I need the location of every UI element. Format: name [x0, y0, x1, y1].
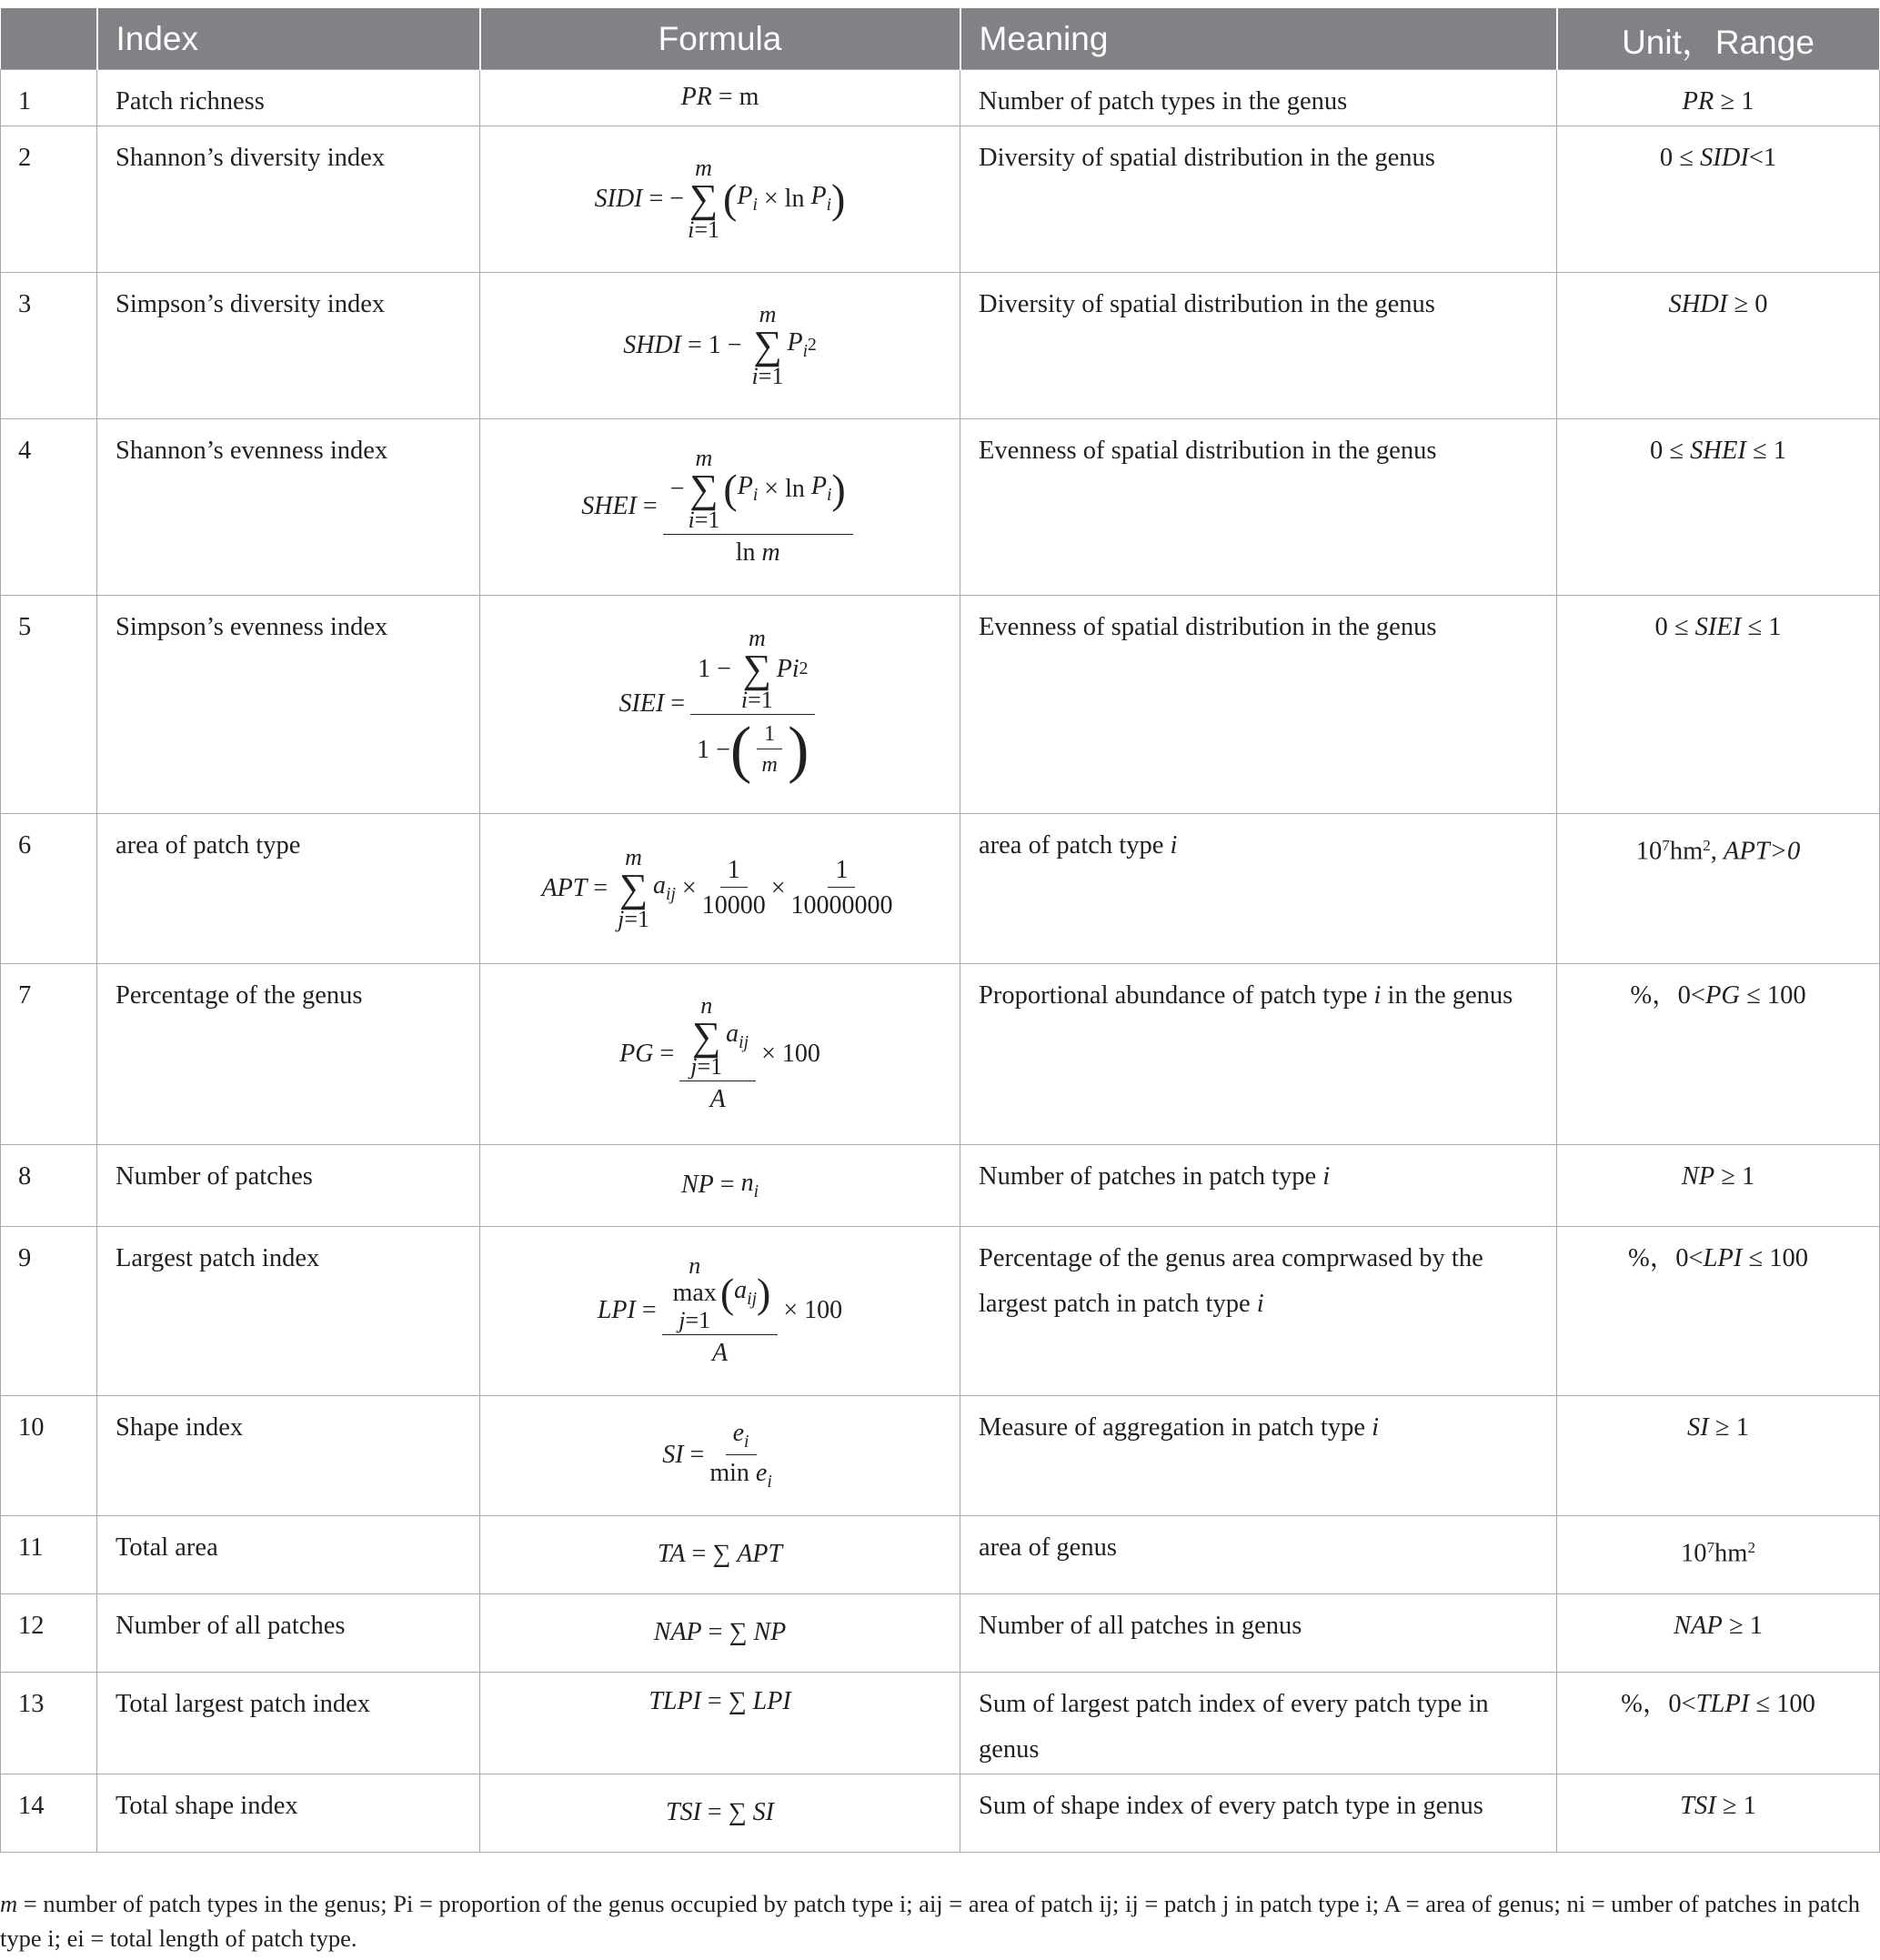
unit-range: PR ≥ 1 [1557, 70, 1880, 126]
row-number: 12 [1, 1594, 97, 1673]
formula: SIEI = 1 − m ∑ i=1 Pi 2 1 − ( $\frac{1}{m}$ ) [480, 596, 960, 814]
index-name: Number of all patches [97, 1594, 480, 1673]
meaning: Sum of largest patch index of every patch type in genus [960, 1673, 1557, 1774]
table-footnote [0, 1886, 1865, 1955]
unit-range: 0 ≤ SIDI<1 [1557, 126, 1880, 273]
meaning: Number of patches in patch type i [960, 1145, 1557, 1227]
unit-range: $10^7hm^2$, APT>0 [1557, 814, 1880, 964]
meaning: Sum of shape index of every patch type in genus [960, 1774, 1557, 1853]
table-row [1, 1516, 1880, 1594]
row-number: 1 [1, 70, 97, 126]
footnote-text: = number of patch types in the genus; Pi = proportion of the genus occupied by patch type i; aij = area of patch ij; ij = patch j in patch type i; A = area of genus; ni = umber of patches in patch type i; ei = total length of patch type. [0, 1890, 1860, 1952]
unit-range: NP ≥ 1 [1557, 1145, 1880, 1227]
formula: PR = m [480, 70, 960, 126]
index-name: Number of patches [97, 1145, 480, 1227]
index-name: Total largest patch index [97, 1673, 480, 1774]
index-name: Simpson’s evenness index [97, 596, 480, 814]
header-row [1, 8, 1880, 70]
table-row [1, 596, 1880, 814]
meaning: Number of all patches in genus [960, 1594, 1557, 1673]
row-number: 2 [1, 126, 97, 273]
row-number: 14 [1, 1774, 97, 1853]
unit-range: SHDI ≥ 0 [1557, 273, 1880, 419]
table-row [1, 273, 1880, 419]
header-index: Index [97, 8, 480, 70]
index-name: area of patch type [97, 814, 480, 964]
formula: APT = m ∑ j=1 $a_{ij}$ × $\frac{1}{10000}$ × $\frac{1}{10000000}$ [480, 814, 960, 964]
index-name: Percentage of the genus [97, 964, 480, 1145]
unit-range: %，0<LPI ≤ 100 [1557, 1227, 1880, 1396]
meaning: Percentage of the genus area comprwased by the largest patch in patch type i [960, 1227, 1557, 1396]
table-row [1, 1145, 1880, 1227]
row-number: 3 [1, 273, 97, 419]
index-name: Shape index [97, 1396, 480, 1516]
table-row [1, 419, 1880, 596]
index-name: Shannon’s evenness index [97, 419, 480, 596]
index-name: Shannon’s diversity index [97, 126, 480, 273]
row-number: 7 [1, 964, 97, 1145]
formula: TA = ∑ APT [480, 1516, 960, 1594]
row-number: 9 [1, 1227, 97, 1396]
index-name: Patch richness [97, 70, 480, 126]
table-row [1, 126, 1880, 273]
row-number: 4 [1, 419, 97, 596]
row-number: 13 [1, 1673, 97, 1774]
meaning: Measure of aggregation in patch type i [960, 1396, 1557, 1516]
meaning: Proportional abundance of patch type i in the genus [960, 964, 1557, 1145]
unit-range: $10^7hm^2$ [1557, 1516, 1880, 1594]
formula: NP = $n_i$ [480, 1145, 960, 1227]
header-formula: Formula [480, 8, 960, 70]
unit-range: %，0<TLPI ≤ 100 [1557, 1673, 1880, 1774]
formula: SIDI = − m ∑ i=1 ( $P_i$ × ln $P_i$ ) [480, 126, 960, 273]
formula: SHEI = − m ∑ i=1 ( $P_i$ × ln $P_i$ ) ln m [480, 419, 960, 596]
row-number: 11 [1, 1516, 97, 1594]
meaning: Number of patch types in the genus [960, 70, 1557, 126]
header-meaning: Meaning [960, 8, 1557, 70]
unit-range: NAP ≥ 1 [1557, 1594, 1880, 1673]
footnote-m: m [0, 1890, 18, 1917]
index-table [0, 8, 1880, 1853]
unit-range: TSI ≥ 1 [1557, 1774, 1880, 1853]
formula: NAP = ∑ NP [480, 1594, 960, 1673]
formula: LPI = n max j=1 ( $a_{ij}$ ) A × 100 [480, 1227, 960, 1396]
table-row [1, 70, 1880, 126]
meaning: Evenness of spatial distribution in the genus [960, 596, 1557, 814]
index-name: Total area [97, 1516, 480, 1594]
meaning: Diversity of spatial distribution in the genus [960, 126, 1557, 273]
table-row [1, 1594, 1880, 1673]
unit-range: %，0<PG ≤ 100 [1557, 964, 1880, 1145]
header-number [1, 8, 97, 70]
meaning: area of patch type i [960, 814, 1557, 964]
formula: PG = n ∑ j=1 $a_{ij}$ A × 100 [480, 964, 960, 1145]
formula: TLPI = ∑ LPI [480, 1673, 960, 1774]
unit-range: 0 ≤ SIEI ≤ 1 [1557, 596, 1880, 814]
table-row [1, 1227, 1880, 1396]
table-row [1, 1774, 1880, 1853]
row-number: 10 [1, 1396, 97, 1516]
index-name: Total shape index [97, 1774, 480, 1853]
table-row [1, 1396, 1880, 1516]
row-number: 6 [1, 814, 97, 964]
index-name: Simpson’s diversity index [97, 273, 480, 419]
meaning: Diversity of spatial distribution in the genus [960, 273, 1557, 419]
formula: SI = $\frac{e_i}{\min e_i}$ [480, 1396, 960, 1516]
unit-range: 0 ≤ SHEI ≤ 1 [1557, 419, 1880, 596]
formula: SHDI = 1 − m ∑ i=1 $P_i$ 2 [480, 273, 960, 419]
header-unit-range: Unit，Range [1557, 8, 1880, 70]
table-row [1, 1673, 1880, 1774]
row-number: 8 [1, 1145, 97, 1227]
index-name: Largest patch index [97, 1227, 480, 1396]
table-row [1, 964, 1880, 1145]
meaning: Evenness of spatial distribution in the genus [960, 419, 1557, 596]
row-number: 5 [1, 596, 97, 814]
formula: TSI = ∑ SI [480, 1774, 960, 1853]
table-row [1, 814, 1880, 964]
meaning: area of genus [960, 1516, 1557, 1594]
unit-range: SI ≥ 1 [1557, 1396, 1880, 1516]
